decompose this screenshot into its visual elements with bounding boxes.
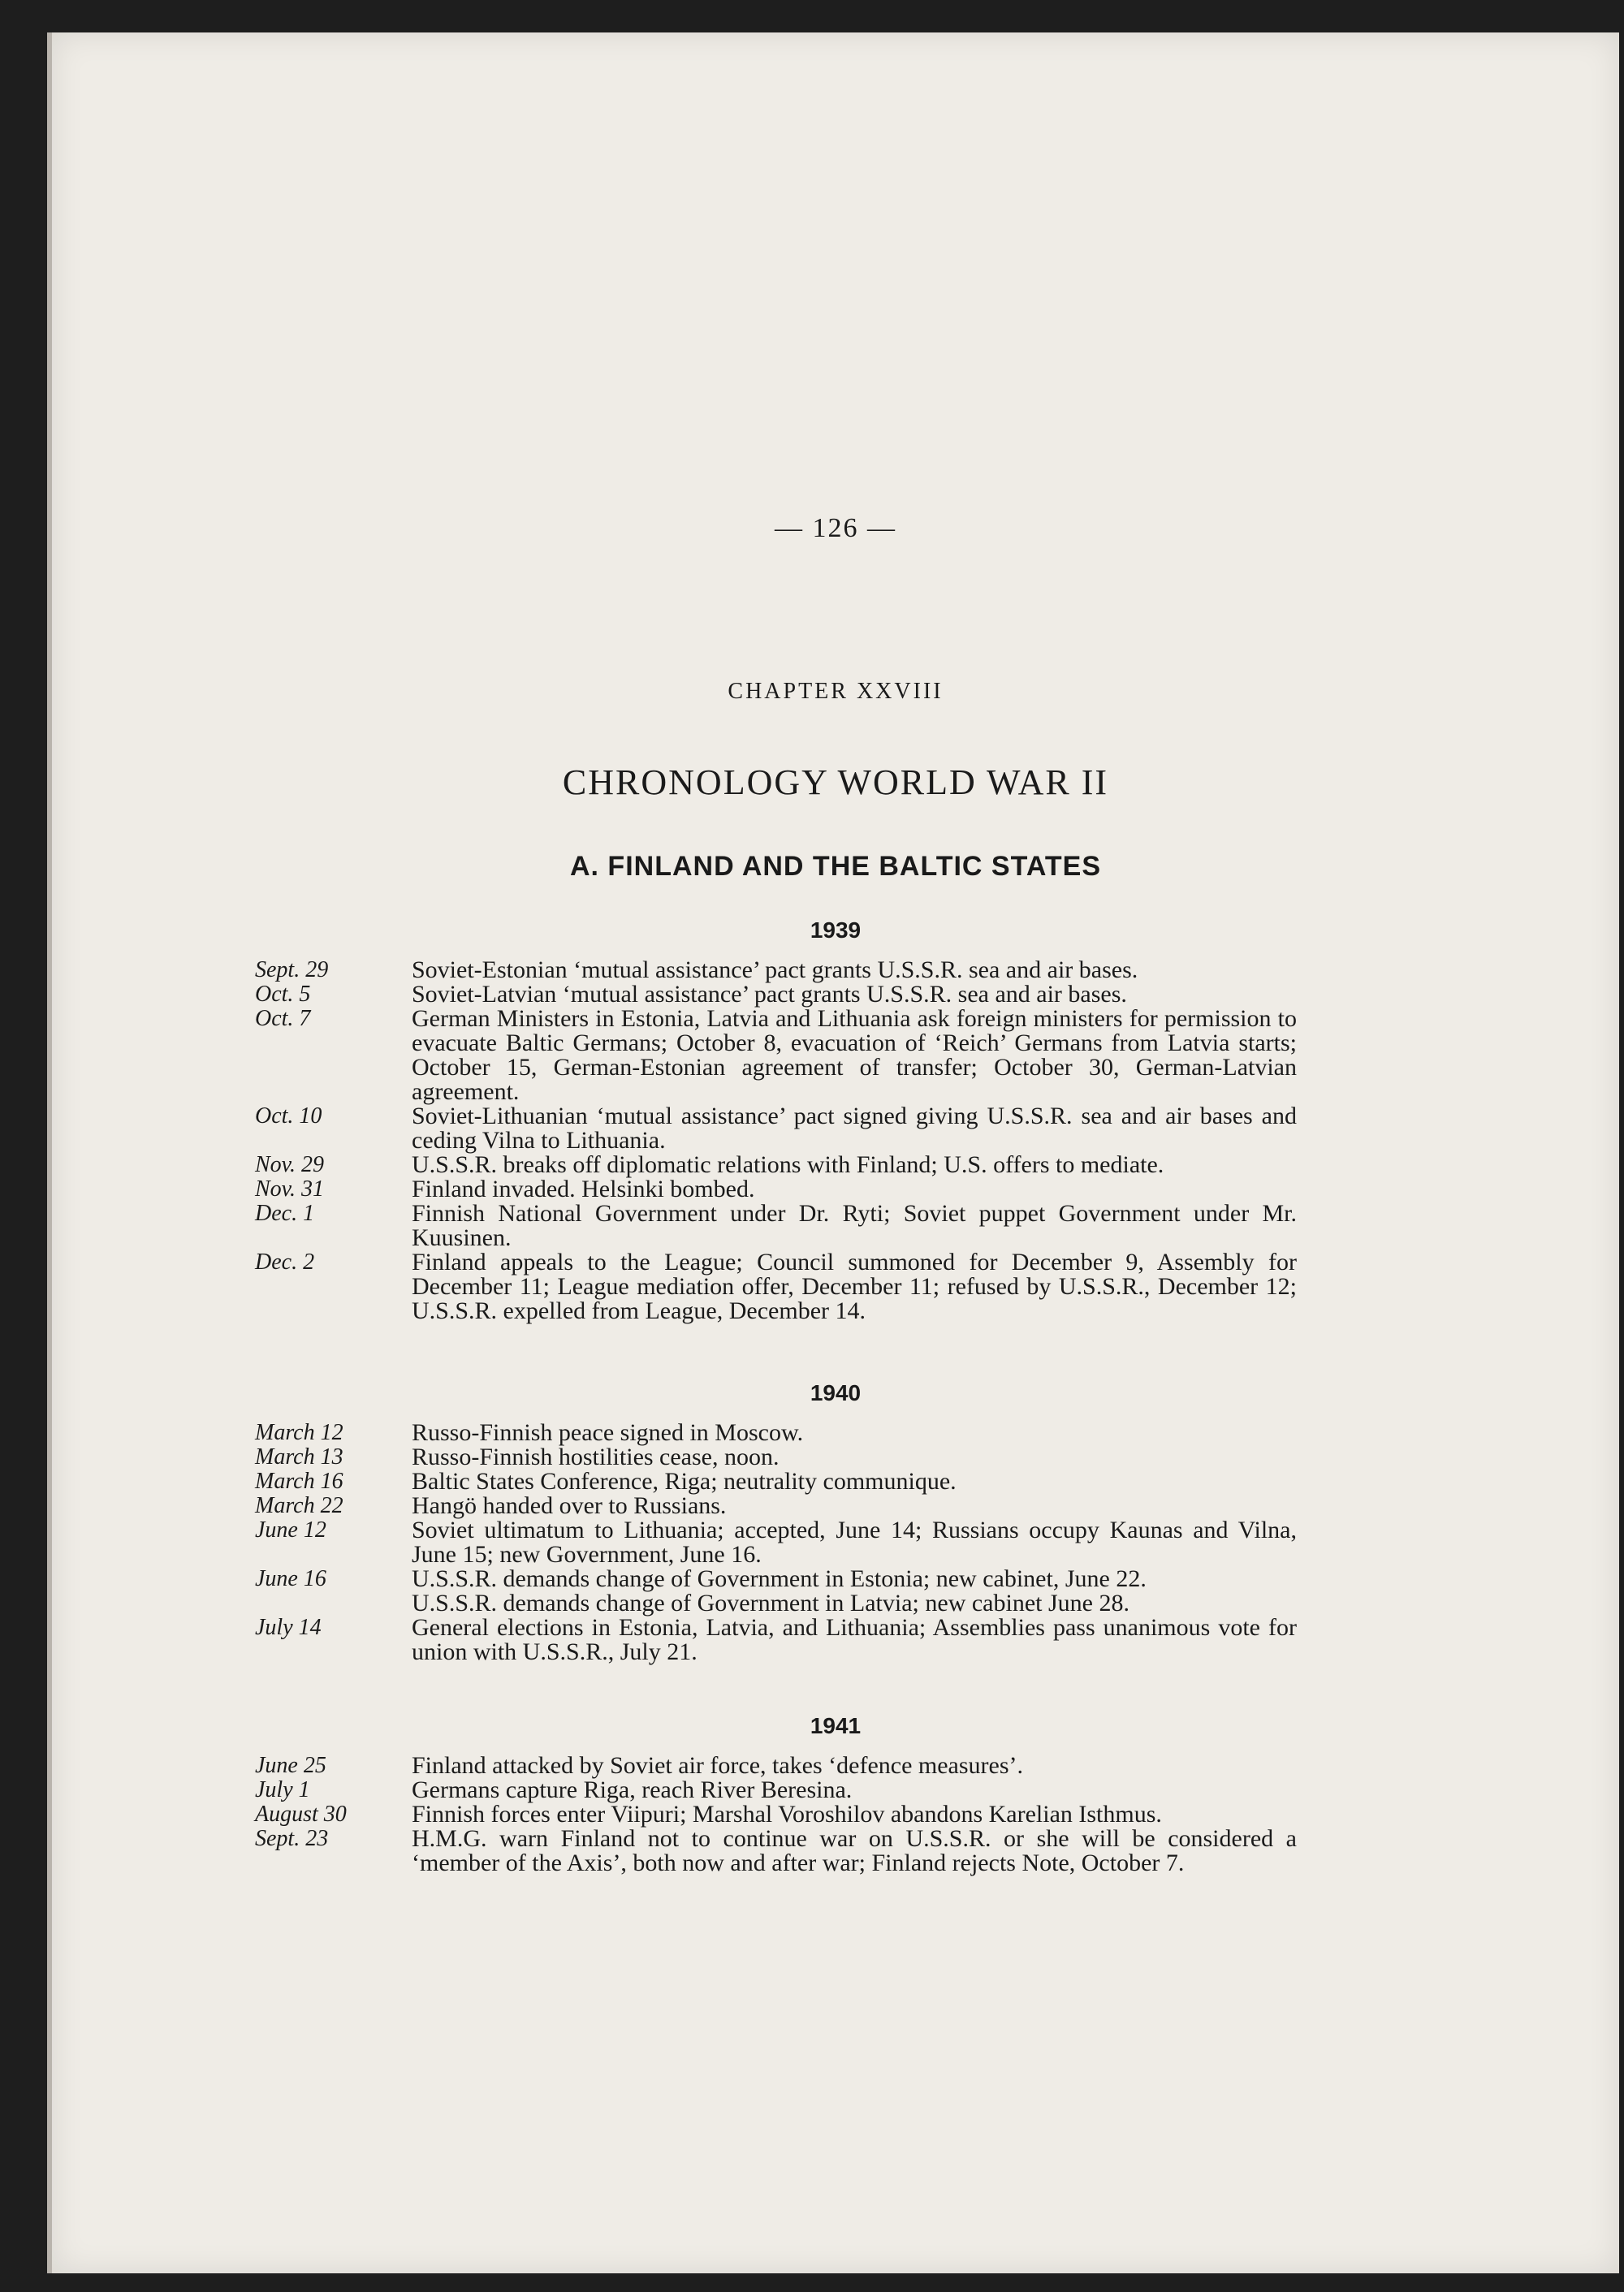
entry-text: Soviet-Estonian ‘mutual assistance’ pact grants U.S.S.R. sea and air bases.: [412, 956, 1138, 983]
section-heading: A. FINLAND AND THE BALTIC STATES: [569, 851, 1102, 882]
entry-date: Nov. 31: [255, 1176, 325, 1202]
entry-date: Sept. 23: [255, 1826, 329, 1851]
entry-list-1940: [52, 1421, 1619, 1664]
entry-date: Nov. 29: [255, 1152, 325, 1177]
entry-text: Finland invaded. Helsinki bombed.: [412, 1176, 755, 1202]
entry-text: Hangö handed over to Russians.: [412, 1492, 727, 1519]
entry-text: Finland attacked by Soviet air force, takes ‘defence measures’.: [412, 1752, 1024, 1779]
entry-date: March 12: [255, 1420, 343, 1445]
entry-date: August 30: [255, 1802, 347, 1827]
entry-date: March 16: [255, 1469, 343, 1494]
list-item: [52, 1827, 1619, 1875]
list-item: [52, 1104, 1619, 1153]
list-item: [52, 1153, 1619, 1177]
entry-text: Finnish forces enter Viipuri; Marshal Voroshilov abandons Karelian Isthmus.: [412, 1801, 1162, 1828]
entry-date: Dec. 2: [255, 1250, 315, 1275]
entry-text: Soviet-Lithuanian ‘mutual assistance’ pact signed giving U.S.S.R. sea and air bases and ceding Vilna to Lithuania.: [412, 1103, 1297, 1154]
list-item: [52, 1567, 1619, 1591]
list-item: [52, 1591, 1619, 1616]
entry-text: Russo-Finnish hostilities cease, noon.: [412, 1444, 780, 1470]
entry-date: July 1: [255, 1777, 310, 1802]
entry-text: Baltic States Conference, Riga; neutrality communique.: [412, 1468, 957, 1495]
list-item: [52, 1802, 1619, 1827]
entry-list-1941: [52, 1754, 1619, 1875]
entry-text: Germans capture Riga, reach River Beresina.: [412, 1776, 853, 1803]
list-item: [52, 1778, 1619, 1802]
entry-text: Finnish National Government under Dr. Ryti; Soviet puppet Government under Mr. Kuusinen.: [412, 1200, 1297, 1251]
entry-date: Oct. 10: [255, 1103, 322, 1129]
entry-date: March 13: [255, 1444, 343, 1470]
entry-text: U.S.S.R. demands change of Government in Estonia; new cabinet, June 22.: [412, 1565, 1147, 1592]
entry-text: U.S.S.R. demands change of Government in Latvia; new cabinet June 28.: [412, 1590, 1129, 1616]
entry-text: Soviet ultimatum to Lithuania; accepted, June 14; Russians occupy Kaunas and Vilna, June 15; new Government, June 16.: [412, 1517, 1297, 1568]
year-heading-1939: 1939: [810, 917, 862, 943]
entry-text: Russo-Finnish peace signed in Moscow.: [412, 1419, 804, 1446]
list-item: [52, 982, 1619, 1007]
page-number: — 126 —: [775, 513, 896, 543]
list-item: [52, 1421, 1619, 1445]
entry-list-1939: [52, 958, 1619, 1323]
entry-date: June 25: [255, 1753, 326, 1778]
list-item: [52, 1250, 1619, 1323]
entry-date: March 22: [255, 1493, 343, 1518]
year-heading-1941: 1941: [810, 1713, 862, 1738]
year-heading-1940: 1940: [810, 1380, 862, 1405]
entry-date: July 14: [255, 1615, 322, 1640]
entry-text: H.M.G. warn Finland not to continue war on U.S.S.R. or she will be considered a ‘member of the Axis’, both now and after war; Finland rejects Note, October 7.: [412, 1825, 1297, 1876]
entry-date: June 16: [255, 1566, 326, 1591]
entry-date: Oct. 5: [255, 982, 311, 1007]
page-title: CHRONOLOGY WORLD WAR II: [562, 762, 1109, 802]
entry-text: Finland appeals to the League; Council summoned for December 9, Assembly for December 11; League mediation offer, December 11; refused by U.S.S.R., December 12; U.S.S.R. expelled from League, December 14.: [412, 1249, 1297, 1324]
document-page: [47, 32, 1619, 2273]
entry-date: Sept. 29: [255, 957, 329, 982]
entry-text: U.S.S.R. breaks off diplomatic relations with Finland; U.S. offers to mediate.: [412, 1151, 1164, 1178]
list-item: [52, 1007, 1619, 1104]
chapter-heading: CHAPTER XXVIII: [728, 679, 944, 704]
entry-date: Oct. 7: [255, 1006, 311, 1031]
entry-text: General elections in Estonia, Latvia, and Lithuania; Assemblies pass unanimous vote for union with U.S.S.R., July 21.: [412, 1614, 1297, 1665]
entry-date: Dec. 1: [255, 1201, 315, 1226]
list-item: [52, 1518, 1619, 1567]
entry-text: Soviet-Latvian ‘mutual assistance’ pact grants U.S.S.R. sea and air bases.: [412, 981, 1127, 1008]
list-item: [52, 1616, 1619, 1664]
entry-date: June 12: [255, 1517, 326, 1543]
list-item: [52, 1177, 1619, 1202]
list-item: [52, 1470, 1619, 1494]
list-item: [52, 958, 1619, 982]
list-item: [52, 1202, 1619, 1250]
entry-text: German Ministers in Estonia, Latvia and Lithuania ask foreign ministers for permission to evacuate Baltic Germans; October 8, evacuation of ‘Reich’ Germans from Latvia starts; October 15, German-Estonian agreement of transfer; October 30, German-Latvian agreement.: [412, 1005, 1297, 1105]
list-item: [52, 1754, 1619, 1778]
list-item: [52, 1445, 1619, 1470]
list-item: [52, 1494, 1619, 1518]
